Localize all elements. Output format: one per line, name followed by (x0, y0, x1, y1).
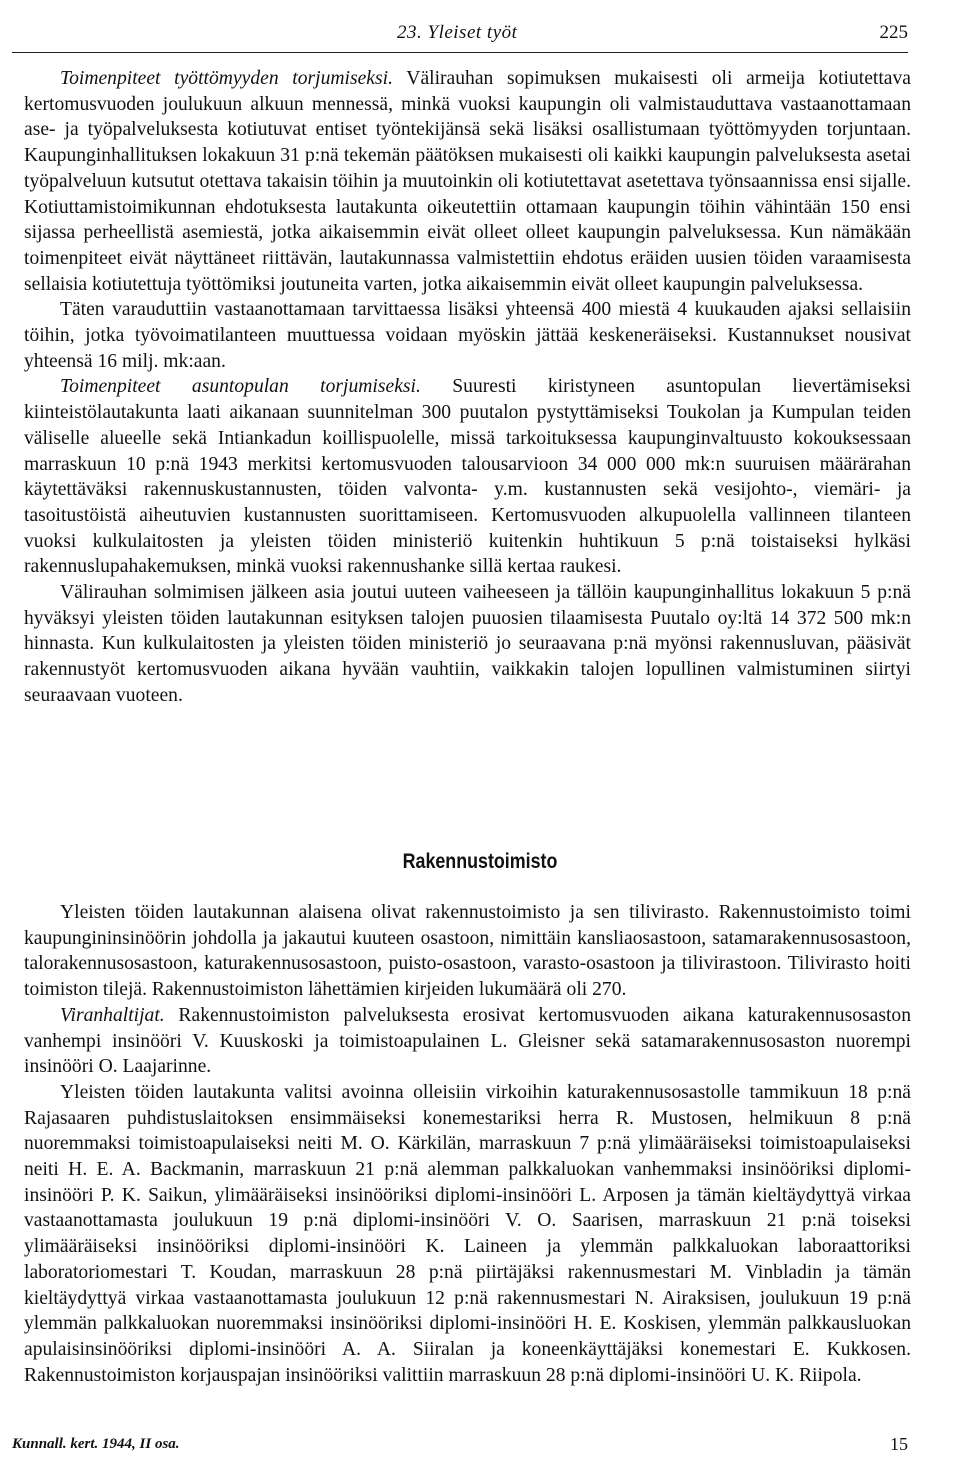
paragraph-text: Välirauhan solmimisen jälkeen asia joutui uuteen vaiheeseen ja tällöin kaupunginhallitus lokakuun 5 p:nä hyväksyi yleisten töiden lautakunnan esityksen talojen puuosien tilaamisesta Puutalo oy:ltä 14 372 500 mk:n hinnasta. Kun kulkulaitosten ja yleisten töiden ministeriö jo seuraavana p:nä myönsi rakennusluvan, pääsivät rakennustyöt kertomusvuoden aikana hyvään vauhtiin, vaikkakin talojen lopullinen valmistuminen siirtyi seuraavaan vuoteen. (24, 582, 911, 706)
section-body-1 (24, 66, 911, 709)
paragraph (24, 297, 911, 374)
page-footer (12, 1436, 908, 1453)
printer-signature: 15 (890, 1434, 908, 1454)
paragraph (24, 1080, 911, 1388)
paragraph-text: Yleisten töiden lautakunta valitsi avoinna olleisiin virkoihin katurakennusosastolle tammikuun 18 p:nä Rajasaaren puhdistuslaitoksen ensimmäiseksi konemestariksi herra R. Mustosen, helmikuun 8 p:nä nuoremmaksi toimistoapulaiseksi neiti M. O. Kärkilän, marraskuun 7 p:nä ylimääräiseksi toimistoapulaiseksi neiti H. E. A. Backmanin, marraskuun 21 p:nä alemman palkkaluokan vanhemmaksi insinööriksi diplomi-insinööri P. K. Saikun, ylimääräiseksi insinööriksi diplomi-insinööri L. Arposen ja tämän kieltäydyttyä virkaa vastaanottamasta joulukuun 19 p:nä diplomi-insinööri V. O. Saarisen, marraskuun 21 p:nä toiseksi ylimääräiseksi insinööriksi diplomi-insinööri K. Laineen ja ylemmän palkkaluokan laboraattoriksi laboratoriomestari T. Koudan, marraskuun 28 p:nä piirtäjäksi rakennusmestari M. Vinbladin ja tämän kieltäydyttyä virkaa vastaanottamasta joulukuun 12 p:nä rakennusmestari N. Airaksisen, joulukuun 19 p:nä ylemmän palkkaluokan nuoremmaksi insinööriksi diplomi-insinööri H. E. Koskisen, ylemmän palkkausluokan apulaisinsinööriksi diplomi-insinööri A. A. Siiralan ja koneenkäyttäjäksi konemestari E. Kukkosen. Rakennustoimiston korjauspajan insinööriksi valittiin marraskuun 28 p:nä diplomi-insinööri U. K. Riipola. (24, 1081, 911, 1386)
paragraph-text: Välirauhan sopimuksen mukaisesti oli armeija kotiutettava kertomusvuoden joulukuun alkuun mennessä, minkä vuoksi kaupungin oli valmistauduttava vastaanottamaan ase- ja työpalveluksesta kotiutuvat entiset työntekijänsä sekä lisäksi osallistumaan työttömyyden torjuntaan. Kaupunginhallituksen lokakuun 31 p:nä tekemän päätöksen mukaisesti oli kaikki kaupungin palveluksesta asetai työpalveluun kutsutut otettava takaisin töihin ja muutoinkin oli kotiutettavat asetettava työnsaannissa ensi sijalle. Kotiuttamistoimikunnan ehdotuksesta lautakunta oikeutettiin ottamaan kaupungin töihin vähintään 150 ensi sijassa perheellistä asemiestä, jotka aikaisemmin eivät olleet olleet kaupungin palveluksessa. Kun nämäkään toimenpiteet eivät näyttäneet riittävän, lautakunnassa valmistettiin ehdotus eräiden uusien töiden varaamisesta sellaisia kotiutettuja työttömiksi joutuneita varten, jotka aikaisemmin eivät olleet kaupungin palveluksessa. (24, 68, 911, 295)
paragraph (24, 1003, 911, 1080)
paragraph-text: Suuresti kiristyneen asuntopulan lievertämiseksi kiinteistölautakunta laati aikanaan suunnitelman 300 puutalon pystyttämiseksi Toukolan ja Kumpulan teiden väliselle alueelle sekä Intiankadun koillispuolelle, missä tarkoituksessa kaupunginvaltuusto kokouksessaan marraskuun 10 p:nä 1943 merkitsi kertomusvuoden talousarvioon 34 000 000 mk:n suuruisen määrärahan käytettäväksi rakennuskustannusten, töiden valvonta- y.m. kustannusten sekä vesijohto-, viemäri- ja tasoitustöistä aiheutuvien kustannusten suorittamiseen. Kertomusvuoden alkupuolella vallinneen tilanteen vuoksi kulkulaitosten ja yleisten töiden ministeriö kuitenkin huhtikuun 5 p:nä toistaiseksi hylkäsi rakennuslupahakemuksen, minkä vuoksi rakennushanke sillä kertaa raukesi. (24, 376, 912, 578)
publication-reference: Kunnall. kert. 1944, II osa. (12, 1436, 180, 1452)
paragraph-text: Täten varauduttiin vastaanottamaan tarvittaessa lisäksi yhteensä 400 miestä 4 kuukauden ajaksi sellaisiin töihin, jotka työvoimatilanteen muuttuessa voidaan myöskin jättää keskeneräiseksi. Kustannukset nousivat yhteensä 16 milj. mk:aan. (24, 299, 911, 372)
running-header (12, 22, 908, 53)
section-title: Rakennustoimisto (402, 850, 558, 873)
chapter-title: 23. Yleiset työt (397, 22, 518, 43)
paragraph-text: Yleisten töiden lautakunnan alaisena olivat rakennustoimisto ja sen tilivirasto. Rakennustoimisto toimi kaupungininsinöörin johdolla ja jakautui kuuteen osastoon, nimittäin kansliaosastoon, satamarakennusosastoon, talorakennusosastoon, katurakennusosastoon, puisto-osastoon, varasto-osastoon ja tilivirastoon. Tilivirasto hoiti toimiston tilejä. Rakennustoimiston lähettämien kirjeiden lukumäärä oli 270. (24, 902, 911, 1001)
paragraph (24, 580, 911, 709)
paragraph-heading: Viranhaltijat. (60, 1004, 165, 1026)
page-number: 225 (879, 22, 908, 43)
paragraph-heading: Toimenpiteet asuntopulan torjumiseksi. (60, 376, 421, 398)
paragraph-heading: Toimenpiteet työttömyyden torjumiseksi. (60, 68, 393, 89)
section-body-2 (24, 900, 911, 1388)
paragraph (24, 900, 911, 1003)
paragraph (24, 66, 911, 297)
paragraph (24, 374, 911, 580)
paragraph-text: Rakennustoimiston palveluksesta erosivat kertomusvuoden aikana katurakennusosaston vanhempi insinööri V. Kuuskoski ja toimistoapulainen L. Gleisner sekä satamarakennusosaston nuorempi insinööri O. Laajarinne. (24, 1004, 911, 1078)
